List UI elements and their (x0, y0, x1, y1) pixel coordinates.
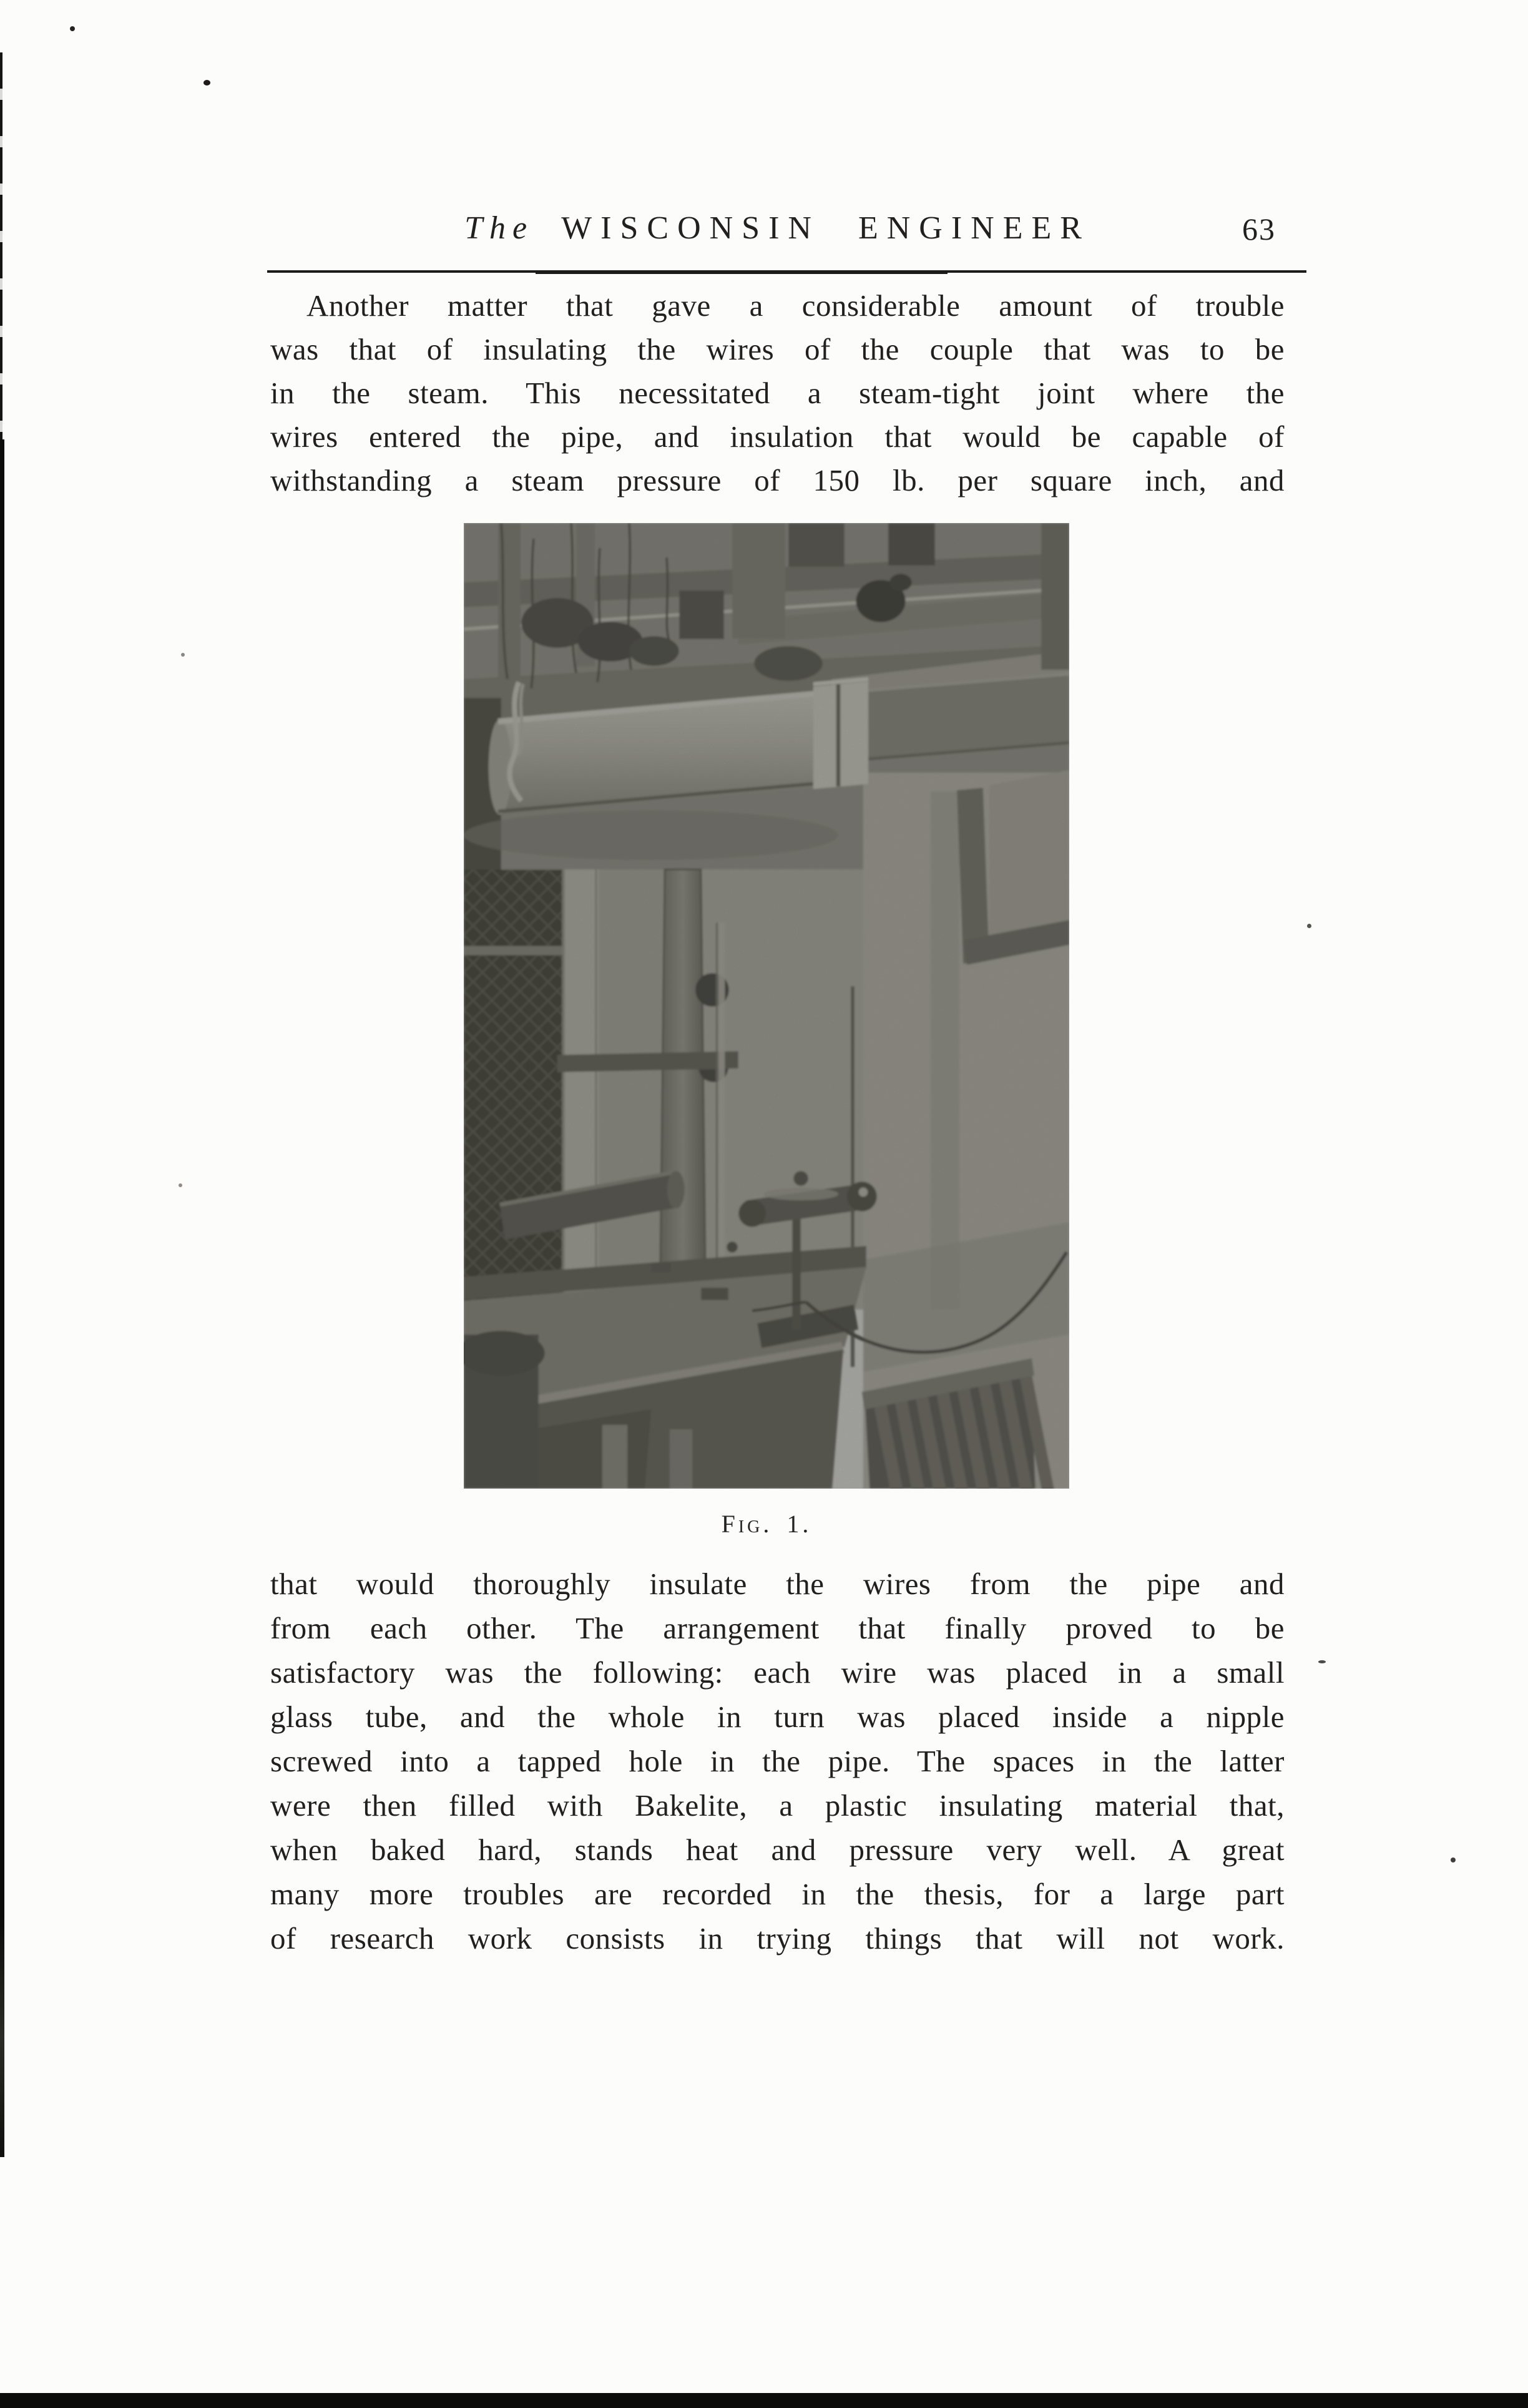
page-number: 63 (1242, 212, 1276, 247)
text-line: screwed into a tapped hole in the pipe. The spaces in the latter (270, 1744, 1285, 1778)
page-header (270, 210, 1285, 250)
paragraph-1 (270, 284, 1285, 502)
ink-speck (1307, 924, 1311, 928)
journal-title (270, 210, 1285, 247)
ink-speck (203, 80, 210, 86)
text-line: in the steam. This necessitated a steam-tight joint where the (270, 376, 1285, 410)
text-line: many more troubles are recorded in the thesis, for a large part (270, 1877, 1285, 1911)
text-line: was that of insulating the wires of the couple that was to be (270, 332, 1285, 366)
figure-photo (464, 523, 1069, 1489)
header-rule (267, 270, 1306, 273)
lab-photo-illustration (464, 523, 1069, 1489)
text-line: when baked hard, stands heat and pressure very well. A great (270, 1833, 1285, 1867)
text-line: of research work consists in trying things that will not work. (270, 1921, 1285, 1955)
text-line: from each other. The arrangement that finally proved to be (270, 1611, 1285, 1645)
text-line: withstanding a steam pressure of 150 lb. per square inch, and (270, 463, 1285, 497)
paragraph-2 (270, 1562, 1285, 1960)
text-line: glass tube, and the whole in turn was placed inside a nipple (270, 1700, 1285, 1734)
ink-speck (1318, 1660, 1326, 1663)
ink-speck (1451, 1857, 1456, 1862)
text-line: that would thoroughly insulate the wires from the pipe and (270, 1567, 1285, 1601)
text-line: were then filled with Bakelite, a plastic insulating material that, (270, 1788, 1285, 1823)
scan-bottom-edge-band (0, 2393, 1528, 2408)
journal-title-prefix: The (464, 210, 534, 246)
ink-speck (70, 26, 75, 31)
ink-speck (179, 1183, 182, 1187)
text-line: satisfactory was the following: each wire was placed in a small (270, 1655, 1285, 1690)
scan-left-edge-bar-upper (0, 52, 2, 439)
text-line: Another matter that gave a considerable amount of trouble (306, 288, 1285, 323)
figure-caption: Fig. 1. (721, 1510, 812, 1538)
ink-speck (181, 653, 185, 657)
text-line: wires entered the pipe, and insulation that would be capable of (270, 419, 1285, 454)
scan-left-edge-bar (0, 439, 4, 2157)
journal-title-main: WISCONSIN ENGINEER (561, 210, 1090, 246)
